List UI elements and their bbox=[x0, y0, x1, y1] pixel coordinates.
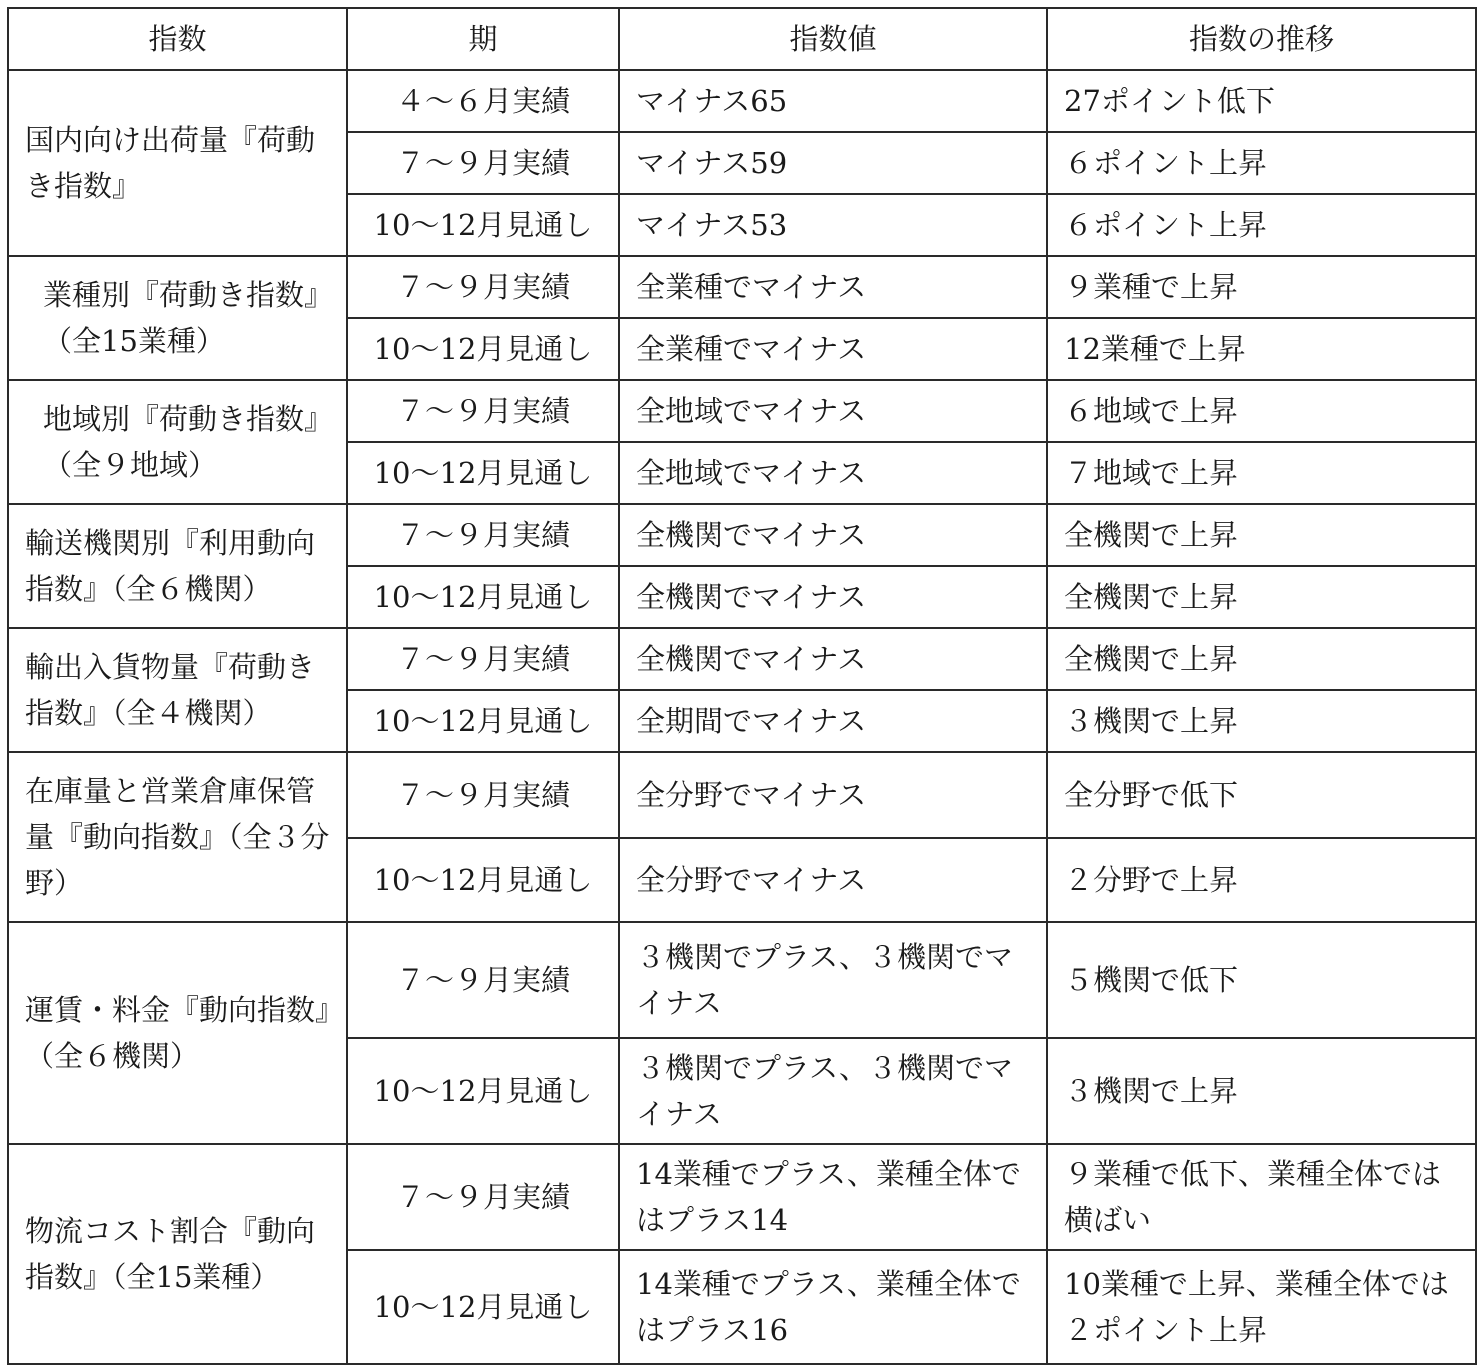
category-cell: 地域別『荷動き指数』（全９地域） bbox=[8, 380, 347, 504]
header-index: 指数 bbox=[8, 8, 347, 70]
table-row bbox=[8, 752, 1476, 838]
header-period: 期 bbox=[347, 8, 619, 70]
category-cell: 輸出入貨物量『荷動き指数』（全４機関） bbox=[8, 628, 347, 752]
table-row bbox=[8, 922, 1476, 1038]
value-cell: 全分野でマイナス bbox=[619, 838, 1047, 922]
value-cell: 全機関でマイナス bbox=[619, 628, 1047, 690]
value-cell: ３機関でプラス、３機関でマイナス bbox=[619, 922, 1047, 1038]
table-row bbox=[8, 380, 1476, 442]
period-cell: ７～９月実績 bbox=[347, 132, 619, 194]
value-cell: 全分野でマイナス bbox=[619, 752, 1047, 838]
trend-cell: 全機関で上昇 bbox=[1047, 504, 1476, 566]
value-cell: 全機関でマイナス bbox=[619, 566, 1047, 628]
period-cell: ４～６月実績 bbox=[347, 70, 619, 132]
trend-cell: 12業種で上昇 bbox=[1047, 318, 1476, 380]
trend-cell: ９業種で上昇 bbox=[1047, 256, 1476, 318]
trend-cell: ６地域で上昇 bbox=[1047, 380, 1476, 442]
period-cell: ７～９月実績 bbox=[347, 752, 619, 838]
period-cell: 10～12月見通し bbox=[347, 566, 619, 628]
period-cell: 10～12月見通し bbox=[347, 1250, 619, 1364]
trend-cell: ５機関で低下 bbox=[1047, 922, 1476, 1038]
period-cell: ７～９月実績 bbox=[347, 1144, 619, 1250]
value-cell: 全機関でマイナス bbox=[619, 504, 1047, 566]
index-summary-table bbox=[7, 7, 1477, 1365]
value-cell: 全地域でマイナス bbox=[619, 380, 1047, 442]
trend-cell: ９業種で低下、業種全体では横ばい bbox=[1047, 1144, 1476, 1250]
value-cell: 全地域でマイナス bbox=[619, 442, 1047, 504]
value-cell: マイナス59 bbox=[619, 132, 1047, 194]
period-cell: ７～９月実績 bbox=[347, 628, 619, 690]
category-cell: 在庫量と営業倉庫保管量『動向指数』（全３分野） bbox=[8, 752, 347, 922]
table-row bbox=[8, 628, 1476, 690]
trend-cell: ６ポイント上昇 bbox=[1047, 194, 1476, 256]
period-cell: 10～12月見通し bbox=[347, 194, 619, 256]
category-cell: 物流コスト割合『動向指数』（全15業種） bbox=[8, 1144, 347, 1364]
trend-cell: ２分野で上昇 bbox=[1047, 838, 1476, 922]
trend-cell: 全機関で上昇 bbox=[1047, 566, 1476, 628]
table-row bbox=[8, 256, 1476, 318]
period-cell: 10～12月見通し bbox=[347, 690, 619, 752]
category-cell: 業種別『荷動き指数』（全15業種） bbox=[8, 256, 347, 380]
period-cell: ７～９月実績 bbox=[347, 922, 619, 1038]
category-cell: 運賃・料金『動向指数』（全６機関） bbox=[8, 922, 347, 1144]
value-cell: 全業種でマイナス bbox=[619, 256, 1047, 318]
period-cell: ７～９月実績 bbox=[347, 256, 619, 318]
header-value: 指数値 bbox=[619, 8, 1047, 70]
table-row bbox=[8, 504, 1476, 566]
value-cell: ３機関でプラス、３機関でマイナス bbox=[619, 1038, 1047, 1144]
trend-cell: 全分野で低下 bbox=[1047, 752, 1476, 838]
table-row bbox=[8, 1144, 1476, 1250]
trend-cell: 10業種で上昇、業種全体では２ポイント上昇 bbox=[1047, 1250, 1476, 1364]
value-cell: 全業種でマイナス bbox=[619, 318, 1047, 380]
trend-cell: 27ポイント低下 bbox=[1047, 70, 1476, 132]
trend-cell: 全機関で上昇 bbox=[1047, 628, 1476, 690]
trend-cell: ７地域で上昇 bbox=[1047, 442, 1476, 504]
table-row bbox=[8, 70, 1476, 132]
value-cell: 14業種でプラス、業種全体ではプラス14 bbox=[619, 1144, 1047, 1250]
period-cell: 10～12月見通し bbox=[347, 318, 619, 380]
header-trend: 指数の推移 bbox=[1047, 8, 1476, 70]
period-cell: ７～９月実績 bbox=[347, 380, 619, 442]
period-cell: 10～12月見通し bbox=[347, 838, 619, 922]
category-cell: 輸送機関別『利用動向指数』（全６機関） bbox=[8, 504, 347, 628]
period-cell: 10～12月見通し bbox=[347, 442, 619, 504]
trend-cell: ３機関で上昇 bbox=[1047, 690, 1476, 752]
value-cell: マイナス65 bbox=[619, 70, 1047, 132]
header-row bbox=[8, 8, 1476, 70]
category-cell: 国内向け出荷量『荷動き指数』 bbox=[8, 70, 347, 256]
trend-cell: ６ポイント上昇 bbox=[1047, 132, 1476, 194]
value-cell: 14業種でプラス、業種全体ではプラス16 bbox=[619, 1250, 1047, 1364]
value-cell: マイナス53 bbox=[619, 194, 1047, 256]
trend-cell: ３機関で上昇 bbox=[1047, 1038, 1476, 1144]
value-cell: 全期間でマイナス bbox=[619, 690, 1047, 752]
period-cell: ７～９月実績 bbox=[347, 504, 619, 566]
period-cell: 10～12月見通し bbox=[347, 1038, 619, 1144]
